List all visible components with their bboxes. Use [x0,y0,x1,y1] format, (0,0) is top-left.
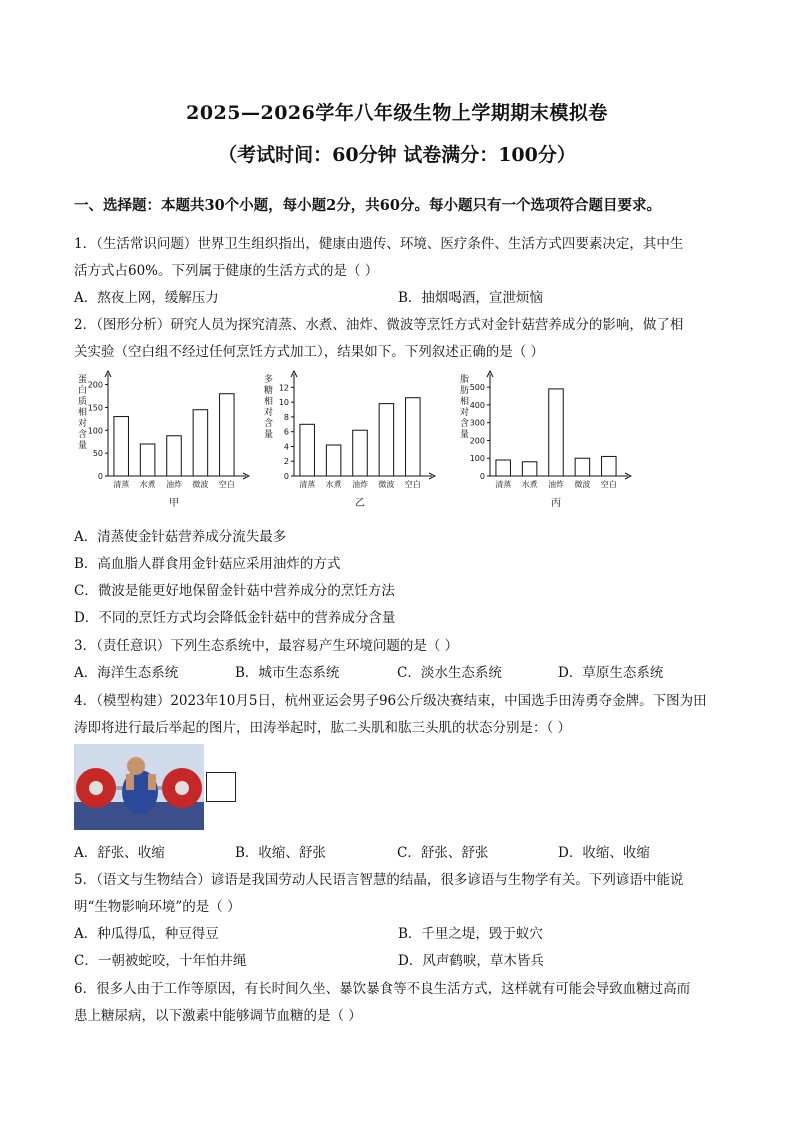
chart-bar [496,460,511,476]
q3-stem: 3．（责任意识）下列生态系统中，最容易产生环境问题的是（ ） [74,638,459,654]
q1-option-a: A．熬夜上网，缓解压力 [74,290,219,306]
chart-bar [114,417,129,476]
q4-option-d: D．收缩、收缩 [558,845,650,861]
q6-stem-line2: 患上糖尿病，以下激素中能够调节血糖的是（ ） [74,1008,362,1024]
chart-ylabel: 脂肪相对含量 [460,375,470,440]
chart-x-tick-label: 水煮 [139,480,156,489]
chart-y-tick-label: 200 [469,436,485,446]
chart-caption: 甲 [169,498,179,509]
q5-option-a: A．种瓜得瓜，种豆得豆 [74,926,219,942]
chart-x-tick-label: 油炸 [166,480,182,489]
q3-option-d: D．草原生态系统 [558,665,664,681]
q5-option-b: B．千里之堤，毁于蚁穴 [398,926,543,942]
chart-bar [549,389,564,476]
q5-stem-line2: 明“生物影响环境”的是（ ） [74,899,241,915]
chart-x-tick-label: 空白 [404,480,421,489]
chart-x-tick-label: 油炸 [352,480,368,489]
q6-stem-line1: 6．很多人由于工作等原因，有长时间久坐、暴饮暴食等不良生活方式，这样就有可能会导致血糖过高而 [74,981,691,997]
chart-y-tick-label: 150 [87,403,103,413]
chart-x-tick-label: 清蒸 [113,480,130,489]
q1-stem-line1: 1．（生活常识问题）世界卫生组织指出，健康由遗传、环境、医疗条件、生活方式四要素决定，其中生 [74,236,684,252]
chart-bar [406,398,421,476]
chart-y-tick-label: 2 [283,457,289,467]
chart-x-tick-label: 微波 [574,480,591,489]
chart-y-tick-label: 50 [92,449,103,459]
chart-fat-svg [452,366,632,516]
chart-bar [193,410,208,476]
chart-protein [70,366,250,520]
chart-bar [140,444,155,476]
chart-ylabel: 多糖相对含量 [264,375,274,440]
chart-y-tick-label: 0 [283,472,289,481]
q3-option-a: A．海洋生态系统 [74,665,179,681]
q2-stem-line2: 关实验（空白组不经过任何烹饪方式加工），结果如下。下列叙述正确的是（ ） [74,344,545,360]
q4-option-b: B．收缩、舒张 [235,845,326,861]
q3-option-b: B．城市生态系统 [235,665,340,681]
chart-polysaccharide [256,366,436,520]
chart-x-tick-label: 空白 [600,480,617,489]
chart-bar [575,458,590,476]
q4-stem-line1: 4．（模型构建）2023年10月5日，杭州亚运会男子96公斤级决赛结束，中国选手田涛勇夺金牌。下图为田 [74,693,707,709]
chart-x-tick-label: 空白 [218,480,235,489]
q2-option-a: A．清蒸使金针菇营养成分流失最多 [74,529,287,545]
page-subtitle: （考试时间：60分钟 试卷满分：100分） [218,144,576,166]
q1-option-b: B．抽烟喝酒，宣泄烦恼 [398,290,543,306]
chart-x-tick-label: 微波 [378,480,395,489]
q2-option-c: C．微波是能更好地保留金针菇中营养成分的烹饪方法 [74,583,395,599]
chart-bar [220,394,235,476]
chart-x-tick-label: 清蒸 [495,480,512,489]
q4-option-c: C．舒张、舒张 [397,845,489,861]
q1-stem-line2: 活方式占60%。下列属于健康的生活方式的是（ ） [74,263,379,279]
chart-fat [452,366,632,520]
q5-stem-line1: 5．（语文与生物结合）谚语是我国劳动人民语言智慧的结晶，很多谚语与生物学有关。下列谚语中能说 [74,872,684,888]
q5-option-c: C．一朝被蛇咬，十年怕井绳 [74,953,247,969]
chart-y-tick-label: 300 [469,418,485,428]
chart-bar [522,462,537,476]
chart-x-tick-label: 油炸 [548,480,564,489]
chart-y-tick-label: 200 [87,380,103,390]
q2-option-d: D．不同的烹饪方式均会降低金针菇中的营养成分含量 [74,610,396,626]
chart-polysaccharide-svg [256,366,436,516]
chart-x-tick-label: 水煮 [325,480,342,489]
q4-stem-line2: 涛即将进行最后举起的图片，田涛举起时，肱二头肌和肱三头肌的状态分别是：（ ） [74,720,572,736]
chart-y-tick-label: 4 [283,442,289,452]
chart-ylabel: 蛋白质相对含量 [78,375,88,451]
chart-bar [379,404,394,476]
chart-y-tick-label: 0 [97,472,103,481]
section-heading: 一、选择题：本题共30个小题，每小题2分，共60分。每小题只有一个选项符合题目要求。 [74,197,661,214]
chart-x-tick-label: 清蒸 [299,480,316,489]
chart-y-tick-label: 10 [278,398,289,408]
chart-y-tick-label: 400 [469,400,485,410]
q5-option-d: D．风声鹤唳，草木皆兵 [398,953,544,969]
chart-bar [167,436,182,476]
chart-caption: 乙 [355,498,365,509]
chart-y-tick-label: 0 [479,472,485,481]
q2-option-b: B．高血脂人群食用金针菇应采用油炸的方式 [74,556,341,572]
chart-y-tick-label: 12 [278,383,289,393]
chart-protein-svg [70,366,250,516]
chart-bar [326,445,341,476]
q4-option-a: A．舒张、收缩 [74,845,165,861]
q2-stem-line1: 2．（图形分析）研究人员为探究清蒸、水煮、油炸、微波等烹饪方式对金针菇营养成分的影响，做了相 [74,317,684,333]
chart-bar [353,430,368,476]
answer-box [206,772,236,802]
chart-y-tick-label: 6 [283,427,289,437]
page-title: 2025—2026学年八年级生物上学期期末模拟卷 [186,102,608,124]
q3-option-c: C．淡水生态系统 [397,665,502,681]
chart-bar [602,456,617,476]
chart-y-tick-label: 500 [469,383,485,393]
chart-y-tick-label: 8 [283,412,289,422]
chart-x-tick-label: 水煮 [521,480,538,489]
chart-x-tick-label: 微波 [192,480,209,489]
chart-y-tick-label: 100 [87,426,103,436]
weightlifter-photo-illustration [74,744,204,830]
chart-caption: 丙 [551,498,561,509]
chart-y-tick-label: 100 [469,454,485,464]
chart-bar [300,424,315,476]
weightlifter-photo [74,744,204,830]
